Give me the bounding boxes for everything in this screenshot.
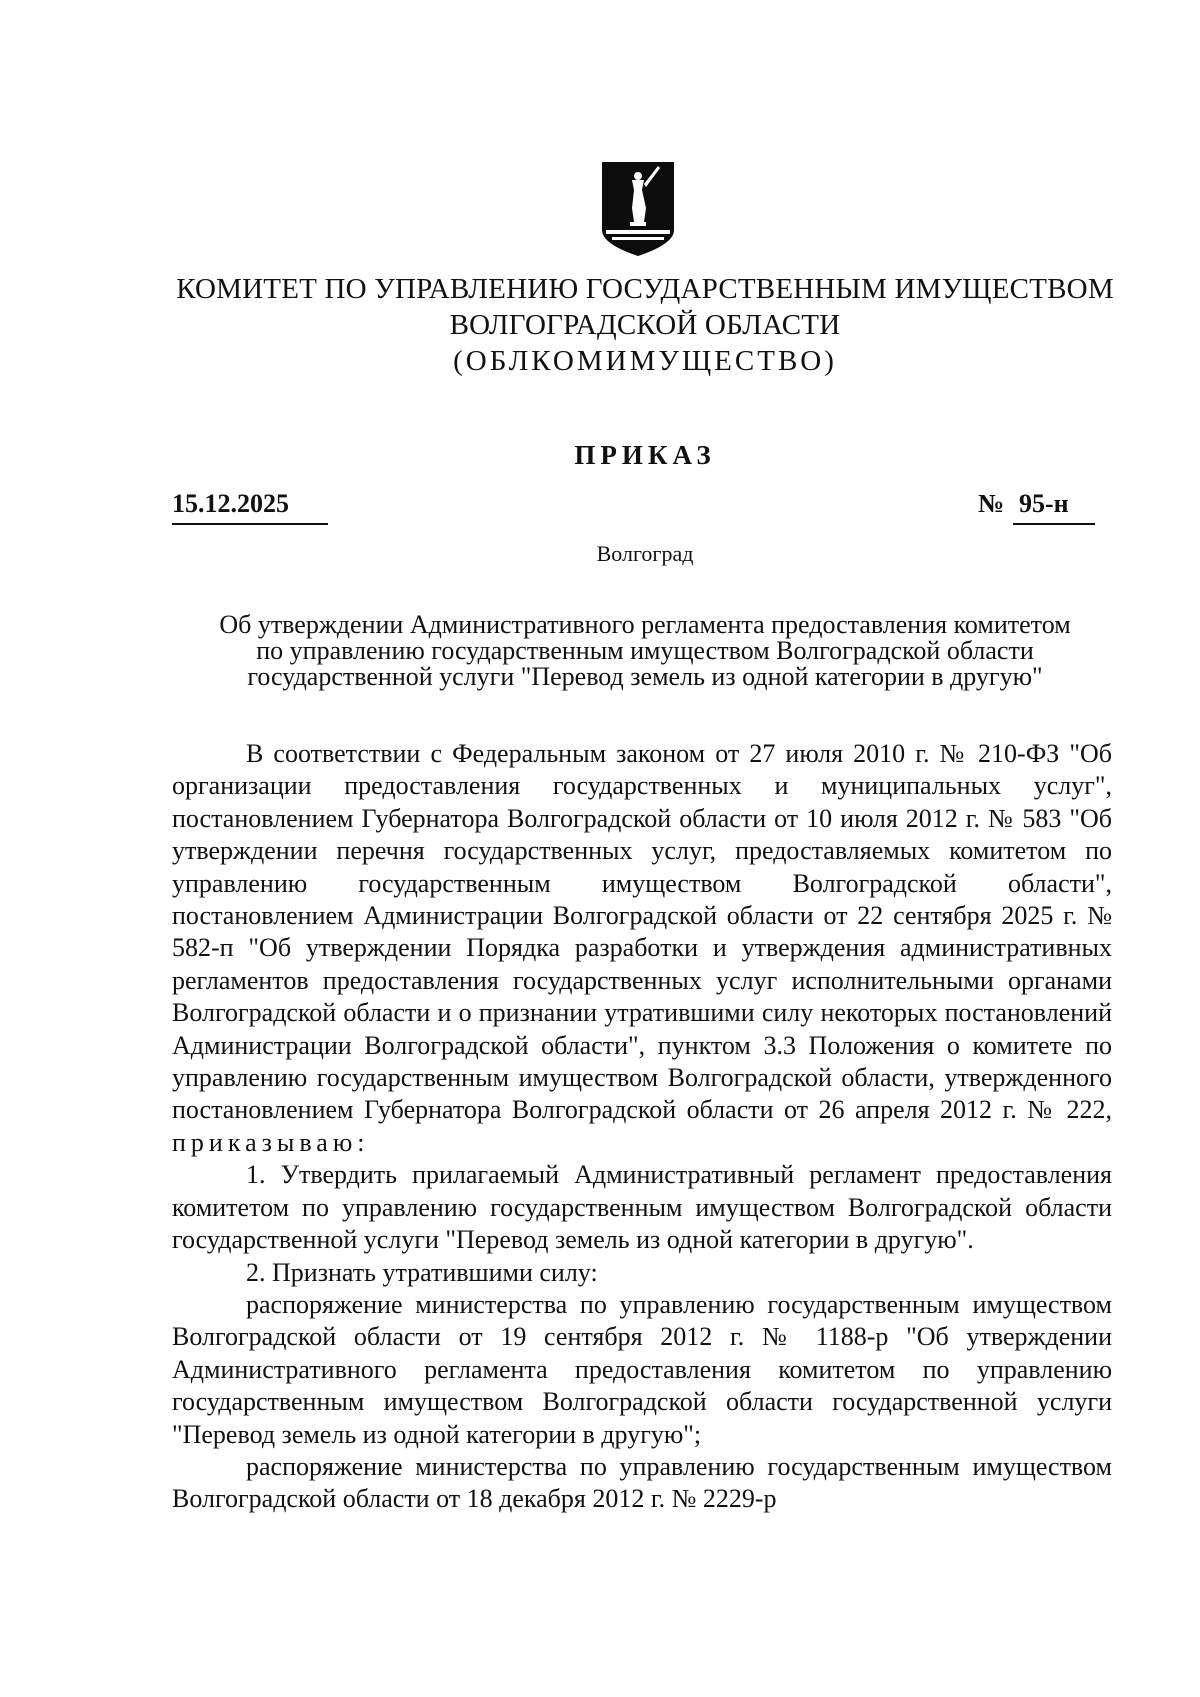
document-date: 15.12.2025 — [172, 489, 289, 518]
item-2b-paragraph: распоряжение министерства по управлению государственным имуществом Волгоградской области от 18 декабря 2012 г. № 2229-р — [172, 1451, 1112, 1514]
document-subject — [150, 612, 1140, 690]
document-city: Волгоград — [596, 541, 694, 566]
volgograd-region-emblem-icon — [600, 160, 676, 258]
preamble-paragraph — [172, 738, 1112, 1159]
number-underline — [1013, 523, 1095, 525]
document-number: 95-н — [1019, 489, 1069, 518]
document-type-title: ПРИКАЗ — [574, 440, 716, 470]
item-1-paragraph: 1. Утвердить прилагаемый Административный регламент предоставления комитетом по управлению государственным имуществом Волгоградской области государственной услуги "Перевод земель из одной категории в другую". — [172, 1160, 1112, 1255]
subject-line-3: государственной услуги "Перевод земель из одной категории в другую" — [247, 662, 1043, 691]
preamble-text: В соответствии с Федеральным законом от 27 июля 2010 г. № 210-ФЗ "Об организации предоставления государственных и муниципальных услуг", постановлением Губернатора Волгоградской области от 10 июля 2012 г. № 583 "Об утверждении перечня государственных услуг, предоставляемых комитетом по управлению государственным имуществом Волгоградской области", постановлением Администрации Волгоградской области от 22 сентября 2025 г. № 582-п "Об утверждении Порядка разработки и утверждения административных регламентов предоставления государственных услуг исполнительными органами Волгоградской области и о признании утратившими силу некоторых постановлений Администрации Волгоградской области", пунктом 3.3 Положения о комитете по управлению государственным имуществом Волгоградской области, утвержденного постановлением Губернатора Волгоградской области от 26 апреля 2012 г. № 222, — [172, 739, 1112, 1125]
document-body — [172, 738, 1112, 1516]
order-word: приказываю: — [172, 1127, 370, 1157]
subject-line-2: по управлению государственным имуществом Волгоградской области — [256, 636, 1034, 665]
date-underline — [172, 523, 328, 525]
organization-name-line-1: КОМИТЕТ ПО УПРАВЛЕНИЮ ГОСУДАРСТВЕННЫМ ИМУЩЕСТВОМ — [176, 273, 1114, 305]
document-number-label: № — [978, 489, 1005, 518]
organization-name-line-2: ВОЛГОГРАДСКОЙ ОБЛАСТИ — [449, 309, 841, 341]
organization-short-name: (ОБЛКОМИМУЩЕСТВО) — [453, 345, 837, 377]
item-2-paragraph: 2. Признать утратившими силу: — [246, 1257, 598, 1287]
subject-line-1: Об утверждении Административного регламента предоставления комитетом — [219, 610, 1071, 639]
item-2a-paragraph: распоряжение министерства по управлению государственным имуществом Волгоградской области от 19 сентября 2012 г. № 1188-р "Об утверждении Административного регламента предоставления комитетом по управлению государственным имуществом Волгоградской области государственной услуги "Перевод земель из одной категории в другую"; — [172, 1289, 1112, 1449]
